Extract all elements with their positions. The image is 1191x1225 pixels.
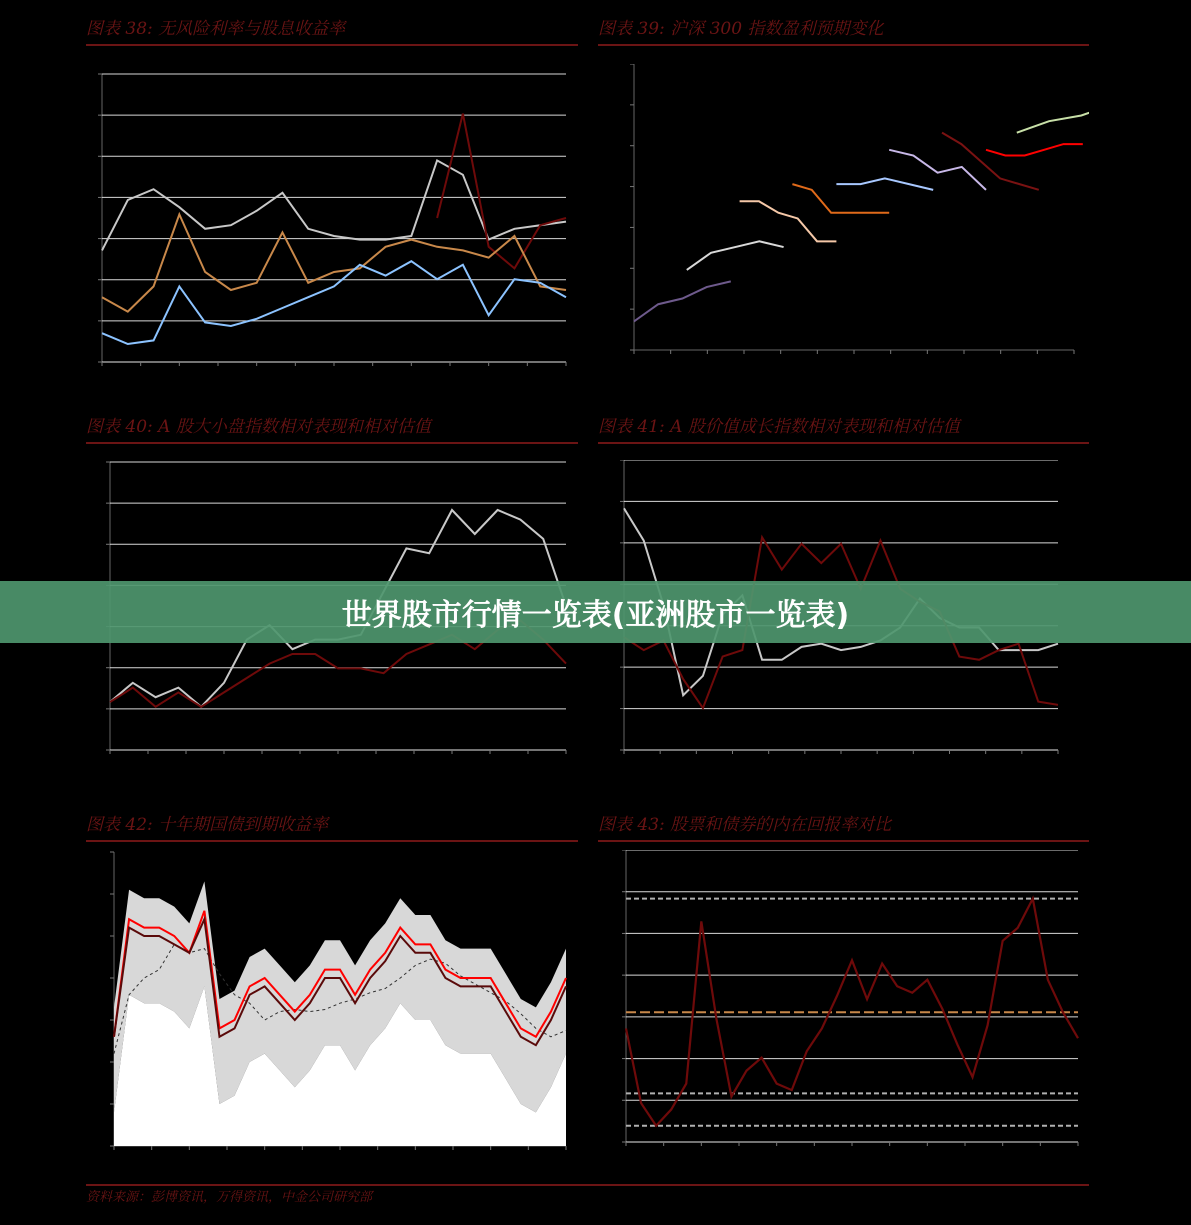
chart-title: 图表 40: A 股大小盘指数相对表现和相对估值: [86, 412, 578, 444]
chart-title: 图表 38: 无风险利率与股息收益率: [86, 14, 578, 46]
chart-title: 图表 42: 十年期国债到期收益率: [86, 810, 578, 842]
chart-panel-43: [598, 810, 1089, 1160]
chart-title: 图表 39: 沪深 300 指数盈利预期变化: [598, 14, 1089, 46]
source-note: 资料来源：彭博资讯，万得资讯，中金公司研究部: [86, 1184, 1089, 1210]
chart-panel-38: [86, 14, 578, 364]
chart-title: 图表 41: A 股价值成长指数相对表现和相对估值: [598, 412, 1089, 444]
series-line: [986, 144, 1083, 155]
series-line: [102, 214, 566, 311]
chart-43: [598, 850, 1089, 1150]
series-line: [102, 261, 566, 344]
chart-42: [86, 850, 578, 1160]
series-line: [437, 114, 566, 269]
series-line: [792, 184, 889, 213]
series-line: [1017, 104, 1089, 133]
chart-38: [86, 72, 578, 368]
overlay-banner: [0, 581, 1191, 643]
series-line: [687, 241, 784, 270]
series-line: [634, 281, 731, 321]
series-line: [740, 201, 837, 241]
series-line: [836, 178, 933, 189]
banner-text: 世界股市行情一览表(亚洲股市一览表): [341, 598, 850, 633]
chart-panel-42: [86, 810, 578, 1160]
chart-title: 图表 43: 股票和债券的内在回报率对比: [598, 810, 1089, 842]
chart-39: [598, 64, 1089, 368]
chart-panel-39: [598, 14, 1089, 364]
series-line: [942, 133, 1039, 190]
